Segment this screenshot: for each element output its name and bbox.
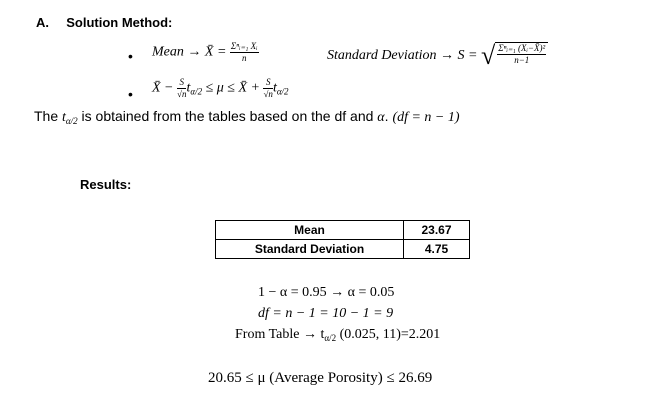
- table-row: [216, 240, 470, 259]
- sd-sqrt: √ $\frac{\text{Σⁿᵢ₌₁ (Xᵢ−X̄)²}}{n-1}$: [481, 42, 548, 70]
- sd-formula: [327, 42, 548, 70]
- mean-fraction: [230, 42, 259, 63]
- sd-label: Standard Deviation → S =: [327, 48, 481, 64]
- mean-denominator: n: [241, 53, 247, 63]
- table-row: [216, 221, 470, 240]
- sd-denominator: n−1: [514, 55, 530, 65]
- mean-numerator: Σⁿᵢ₌₁ Xᵢ: [230, 41, 258, 51]
- final-interval: 20.65 ≤ μ (Average Porosity) ≤ 26.69: [208, 370, 433, 386]
- t-value-note: The $t_{\alpha/2}$ is obtained from the tables based on the df and α. (df = n − 1): [34, 108, 460, 126]
- table-cell-label: Mean: [216, 221, 404, 240]
- df-line: df = n − 1 = 10 − 1 = 9: [258, 306, 394, 321]
- results-heading: Results:: [80, 177, 132, 192]
- ci-left: X̄ −: [152, 80, 177, 96]
- mean-label: Mean →: [152, 44, 205, 60]
- sd-numerator: Σⁿᵢ₌₁ (Xᵢ−X̄)²: [498, 43, 546, 53]
- ci-fraction-left: $\frac{S}{√n}$: [177, 77, 187, 99]
- section-title: Solution Method:: [66, 15, 173, 30]
- section-label: A.: [36, 15, 49, 30]
- section-heading: [36, 15, 172, 30]
- results-table: [215, 220, 470, 259]
- ci-mid: ≤ μ ≤ X̄ +: [205, 80, 264, 96]
- table-cell-label: Standard Deviation: [216, 240, 404, 259]
- mean-lhs: X̄ =: [204, 44, 230, 60]
- bullet-dot: •: [128, 48, 133, 64]
- ci-fraction-right: $\frac{S}{√n}$: [263, 77, 273, 99]
- bullet-dot: •: [128, 86, 133, 102]
- ci-formula: X̄ − $\frac{S}{√n}$ $t_{\alpha/2} \le \mu$ ≤ X̄ + $\frac{S}{√n}$ $t_{\alpha/2}$: [152, 77, 289, 99]
- mean-formula: [152, 42, 259, 63]
- alpha-line: 1 − α = 0.95 → α = 0.05: [258, 285, 395, 300]
- table-cell-value: 23.67: [404, 221, 470, 240]
- table-cell-value: 4.75: [404, 240, 470, 259]
- sd-fraction: [497, 44, 546, 65]
- table-lookup-line: From Table → $t_{\alpha/2}$ (0.025, 11)=2.201: [235, 327, 441, 343]
